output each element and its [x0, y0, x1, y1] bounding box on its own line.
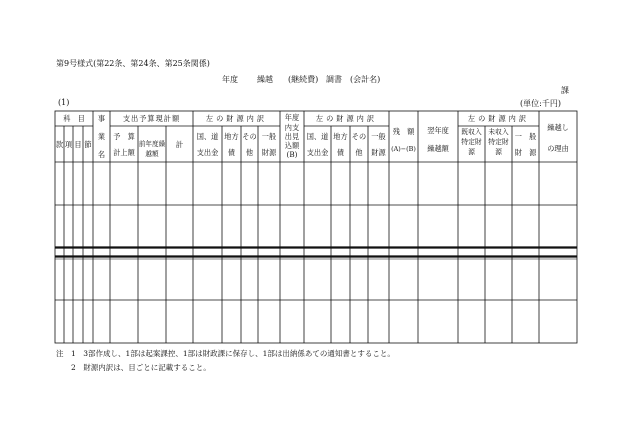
- doc-title-year: 年度: [222, 75, 238, 84]
- header-next-2: 繰越額: [427, 144, 449, 153]
- header-fund1-1a: 国、道: [196, 132, 219, 141]
- header-fund3-3a: 一 般: [514, 132, 537, 141]
- header-next-1: 翌年度: [427, 126, 449, 135]
- header-fund2-4a: 一般: [371, 132, 386, 141]
- header-fund3-3b: 財 源: [514, 148, 537, 157]
- header-fund2-2b: 債: [336, 148, 345, 157]
- doc-title-account: (会計名): [350, 75, 381, 84]
- header-fund2-2a: 地方: [333, 132, 348, 141]
- header-balance-2: (A)−(B): [391, 145, 416, 153]
- header-fund2-1b: 支出金: [306, 148, 329, 157]
- unit-label: (単位:千円): [520, 99, 561, 108]
- header-exp-1: 年度: [284, 113, 300, 122]
- note-1: 注 1 3部作成し、1部は起案課控、1部は財政課に保存し、1部は出納係あての通知書とすること。: [56, 349, 395, 358]
- header-reason-2: の理由: [547, 144, 569, 153]
- doc-title-carry: 繰越: [257, 75, 273, 84]
- header-balance-1: 残 額: [392, 127, 415, 136]
- header-fund2-3b: 他: [355, 148, 363, 157]
- header-exp-2: 内支: [284, 123, 300, 132]
- section-number: (1): [58, 98, 70, 107]
- header-exp-5: (B): [286, 150, 298, 159]
- header-fund3-1a: 既収入: [461, 128, 482, 136]
- header-jigyo-2: 業: [97, 132, 106, 141]
- header-budget-2: 前年度繰越額: [138, 140, 166, 158]
- header-fund1-1b: 支出金: [196, 148, 219, 157]
- header-jigyo-1: 事: [97, 114, 106, 123]
- doc-title-doc: 調書: [326, 75, 342, 84]
- header-setsu: 節: [84, 140, 92, 149]
- header-fund3-2a: 未収入: [488, 128, 509, 136]
- department-label: 課: [561, 86, 569, 95]
- note-2: 2 財源内訳は、目ごとに記載すること。: [56, 363, 211, 372]
- header-fund1-2b: 債: [227, 148, 236, 157]
- header-fund3-group: 左の財源内訳: [467, 114, 530, 123]
- header-fund2-1a: 国、道: [306, 132, 329, 141]
- header-kou: 項: [64, 140, 73, 149]
- header-fund1-3b: 他: [245, 148, 254, 157]
- header-fund3-1c: 源: [468, 148, 475, 156]
- header-fund2-3a: その: [351, 132, 367, 141]
- header-budget-1b: 計上額: [113, 148, 135, 157]
- header-fund3-1b: 特定財: [461, 138, 482, 146]
- header-fund2-group: 左の財源内訳: [315, 114, 378, 123]
- header-budget-group: 支出予算現計額: [122, 114, 181, 123]
- header-reason-1: 繰越し: [547, 123, 569, 132]
- header-exp-4: 込額: [284, 141, 300, 150]
- form-number: 第9号様式(第22条、第24条、第25条関係): [56, 59, 210, 68]
- header-fund1-3a: その: [242, 132, 257, 141]
- header-fund1-group: 左の財源内訳: [205, 114, 268, 123]
- header-jigyo-3: 名: [97, 150, 106, 159]
- doc-title-type: (継続費): [288, 75, 319, 84]
- header-kamoku: 科 目: [63, 114, 85, 123]
- header-fund1-2a: 地方: [224, 132, 239, 141]
- header-fund2-4b: 財源: [371, 148, 386, 157]
- header-fund3-2b: 特定財: [488, 138, 509, 146]
- header-exp-3: 出見: [284, 132, 300, 141]
- header-fund3-2c: 源: [495, 148, 502, 156]
- header-fund1-4a: 一般: [261, 132, 277, 141]
- header-budget-1a: 予 算: [113, 132, 135, 141]
- header-budget-3: 計: [175, 140, 184, 149]
- header-moku: 目: [74, 140, 82, 149]
- header-fund1-4b: 財源: [261, 148, 277, 157]
- header-kan: 款: [55, 140, 64, 149]
